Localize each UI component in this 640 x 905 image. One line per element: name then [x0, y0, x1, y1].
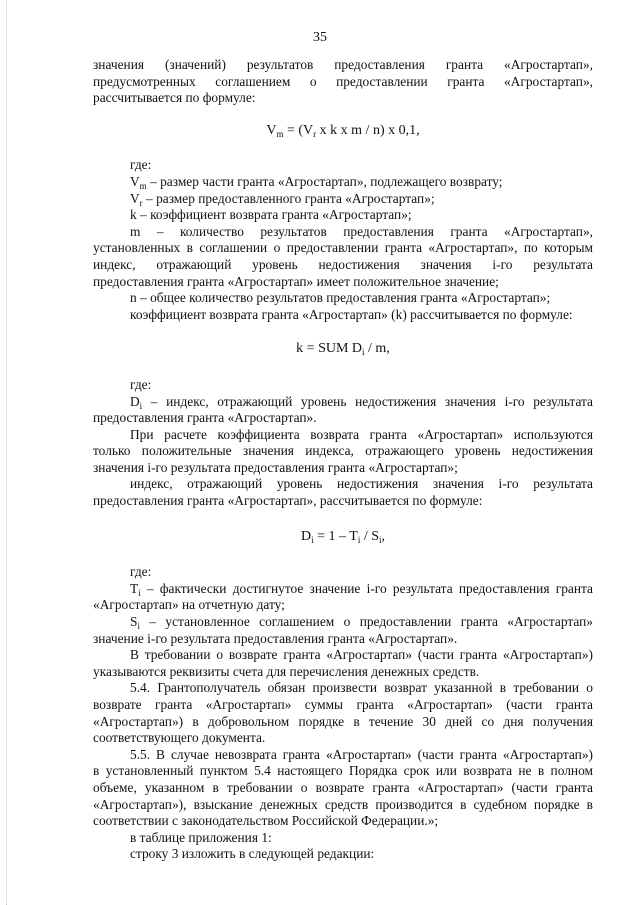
paragraph-line: указываются реквизиты счета для перечисления денежных средств.	[93, 663, 480, 679]
definition-ti: $T_i$ – фактически достигнутое значение i-го результата предоставления гранта	[130, 580, 593, 598]
intro-line: значения (значений) результатов предоставления гранта «Агростартап»,	[93, 57, 593, 72]
definition-vm: $V_m$ – размер части гранта «Агростартап», подлежащего возврату;	[130, 173, 503, 191]
definition-ti-cont: «Агростартап» на отчетную дату;	[93, 597, 285, 613]
document-body	[93, 57, 593, 863]
definition-vr: $V_r$ – размер предоставленного гранта «Агростартап»;	[130, 190, 435, 208]
paragraph-line: При расчете коэффициента возврата гранта «Агростартап» используются	[130, 426, 593, 442]
where-label: где:	[130, 157, 152, 173]
definition-m-cont: установленных в соглашении о предоставлении гранта «Агростартап», по которым	[93, 240, 593, 256]
definition-si: $S_i$ – установленное соглашением о предоставлении гранта «Агростартап»	[130, 614, 593, 632]
formula-di: $D_i = 1 - T_i / S_i$,	[300, 528, 386, 545]
intro-line: предусмотренных соглашением о предоставлении гранта «Агростартап»,	[93, 73, 593, 89]
definition-n: n – общее количество результатов предоставления гранта «Агростартап»;	[130, 290, 551, 306]
where-label: где:	[130, 564, 152, 580]
clause-5-5-cont: в установленный пунктом 5.4 настоящего Порядка срок или возврата не в полном	[93, 763, 593, 779]
definition-m-cont: предоставления гранта «Агростартап» имеет положительное значение;	[93, 273, 499, 289]
paragraph-line: индекс, отражающий уровень недостижения значения i-го результата	[130, 476, 593, 492]
where-label: где:	[130, 376, 152, 392]
definition-m: m – количество результатов предоставления гранта «Агростартап»,	[130, 223, 593, 239]
clause-5-4: 5.4. Грантополучатель обязан произвести возврат указанной в требовании о	[130, 680, 593, 696]
clause-5-5-cont: соответствии с законодательством Российской Федерации.»;	[93, 813, 439, 829]
page-number: 35	[313, 30, 327, 45]
paragraph-line: значения i-го результата предоставления гранта «Агростартап»;	[93, 459, 458, 475]
clause-5-4-cont: «Агростартап») в добровольном порядке в течение 30 дней со дня получения	[93, 713, 593, 729]
definition-m-cont: индекс, отражающий уровень недостижения значения i-го результата	[93, 256, 593, 272]
clause-5-5-cont: «Агростартап»), взыскание денежных средств производится в судебном порядке в	[93, 796, 593, 812]
paragraph-line: В требовании о возврате гранта «Агростартап» (части гранта «Агростартап»)	[130, 647, 593, 663]
coefficient-intro: коэффициент возврата гранта «Агростартап» (k) рассчитывается по формуле:	[130, 306, 573, 322]
clause-5-5-cont: объеме, указанном в требовании о возврате гранта «Агростартап» (части гранта	[93, 779, 593, 795]
definition-di-cont: предоставления гранта «Агростартап».	[93, 410, 317, 426]
definition-si-cont: значение i-го результата предоставления гранта «Агростартап».	[93, 630, 458, 646]
definition-k: k – коэффициент возврата гранта «Агростартап»;	[130, 207, 412, 223]
formula-vm: $V_m = (V_r$ x k x m / n) x 0,1,	[266, 122, 420, 139]
clause-5-5: 5.5. В случае невозврата гранта «Агростартап» (части гранта «Агростартап»)	[130, 746, 593, 762]
clause-5-4-cont: возврате гранта «Агростартап» суммы гранта «Агростартап» (части гранта	[93, 697, 593, 712]
amendment-line: в таблице приложения 1:	[130, 829, 272, 845]
intro-line: рассчитывается по формуле:	[93, 90, 256, 106]
amendment-line: строку 3 изложить в следующей редакции:	[130, 846, 375, 862]
clause-5-4-cont: соответствующего документа.	[93, 730, 266, 746]
paragraph-line: предоставления гранта «Агростартап», рассчитывается по формуле:	[93, 493, 483, 509]
scan-edge-dots	[6, 0, 7, 905]
formula-k: k = SUM $D_i$ / m,	[296, 341, 390, 358]
definition-di: $D_i$ – индекс, отражающий уровень недостижения значения i-го результата	[130, 393, 593, 411]
paragraph-line: только положительные значения индекса, отражающего уровень недостижения	[93, 443, 593, 459]
